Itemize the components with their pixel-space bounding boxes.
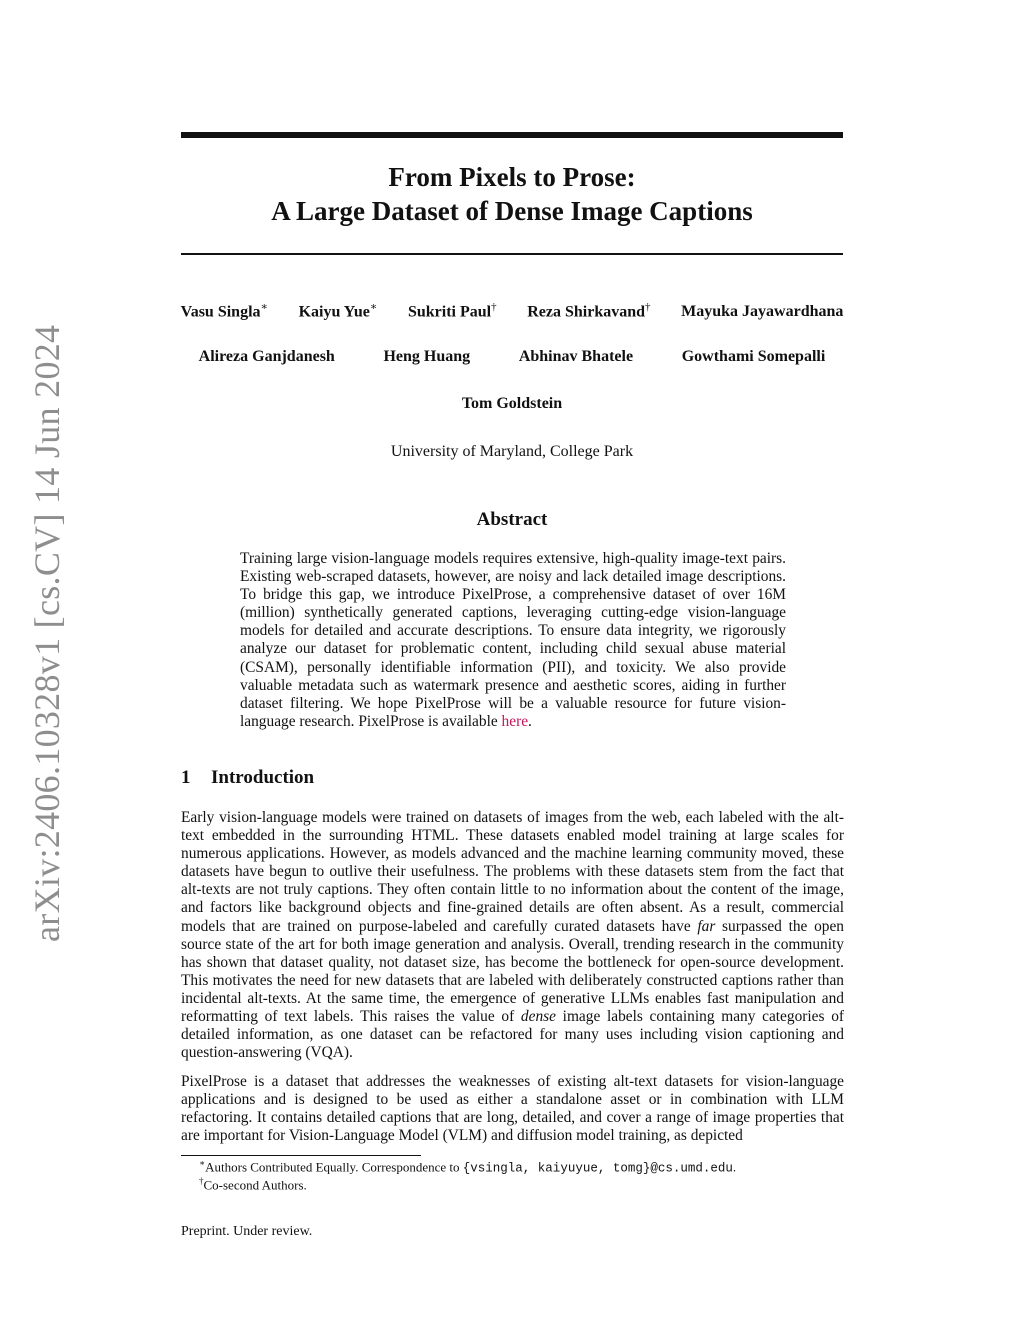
author: Heng Huang xyxy=(383,348,471,365)
abstract-body: Training large vision-language models requires extensive, high-quality image-text pairs. Existing web-scraped datasets, however, are noisy and lack detailed image descriptions. To bridge this gap, we introduce PixelProse, a comprehensive dataset of over 16M (million) synthetically generated captions, leveraging cutting-edge vision-language models for detailed and accurate descriptions. To ensure data integrity, we rigorously analyze our dataset for problematic content, including child sexual abuse material (CSAM), personally identifiable information (PII), and toxicity. We also provide valuable metadata such as watermark presence and aesthetic scores, aiding in further dataset filtering. We hope PixelProse will be a valuable resource for future vision-language research. PixelProse is available here. xyxy=(240,550,786,730)
author: Kaiyu Yue∗ xyxy=(298,301,378,321)
author-row-3 xyxy=(181,395,843,413)
top-rule xyxy=(181,132,843,138)
author: Tom Goldstein xyxy=(461,395,563,412)
abstract-link[interactable]: here xyxy=(501,712,529,730)
author: Reza Shirkavand† xyxy=(527,301,651,321)
footnote-1: ∗Authors Contributed Equally. Correspondence to {vsingla, kaiyuyue, tomg}@cs.umd.edu. xyxy=(199,1158,737,1176)
title-line-2: A Large Dataset of Dense Image Captions xyxy=(271,196,753,226)
author: Gowthami Somepalli xyxy=(681,348,826,365)
affiliation: University of Maryland, College Park xyxy=(390,443,634,460)
title-line-1: From Pixels to Prose: xyxy=(388,162,636,192)
intro-paragraph-1: Early vision-language models were trained on datasets of images from the web, each labeled with the alt-text embedded in the surrounding HTML. These datasets enabled model training at large scales for numerous applications. However, as models advanced and the machine learning community moved, these datasets have begun to outlive their usefulness. The problems with these datasets stem from the fact that alt-texts are not truly captions. They often contain little to no information about the content of the image, and factors like background objects and fine-grained details are often absent. As a result, commercial models that are trained on purpose-labeled and carefully curated datasets have far surpassed the open source state of the art for both image generation and analysis. Overall, trending research in the community has shown that dataset quality, not dataset size, has become the bottleneck for open-source development. This motivates the need for new datasets that are labeled with deliberately constructed captions rather than incidental alt-texts. At the same time, the emergence of generative LLMs enables fast manipulation and reformatting of text labels. This raises the value of dense image labels containing many categories of detailed information, as one dataset can be refactored for many uses including vision captioning and question-answering (VQA). xyxy=(181,809,845,1062)
author: Mayuka Jayawardhana xyxy=(681,303,844,321)
author-row-2 xyxy=(150,348,874,366)
preprint-note: Preprint. Under review. xyxy=(181,1224,313,1239)
author-row-1 xyxy=(150,300,874,321)
author: Vasu Singla∗ xyxy=(180,301,268,321)
footnote-rule xyxy=(181,1155,421,1156)
author: Alireza Ganjdanesh xyxy=(198,348,335,365)
title-bottom-rule xyxy=(181,253,843,255)
paper-title xyxy=(181,160,843,228)
intro-paragraph-2: PixelProse is a dataset that addresses the weaknesses of existing alt-text datasets for vision-language applications and is designed to be used as either a standalone asset or in combination with LLM refactoring. It contains detailed captions that are long, detailed, and cover a range of image properties that are important for Vision-Language Model (VLM) and diffusion model training, as depicted xyxy=(181,1073,844,1145)
section-heading-introduction: 1 Introduction xyxy=(181,767,315,788)
arxiv-stamp: arXiv:2406.10328v1 [cs.CV] 14 Jun 2024 xyxy=(27,324,67,942)
footnote-2: †Co-second Authors. xyxy=(199,1176,307,1193)
abstract-heading: Abstract xyxy=(476,509,548,530)
author: Abhinav Bhatele xyxy=(518,348,634,365)
author: Sukriti Paul† xyxy=(407,301,497,321)
